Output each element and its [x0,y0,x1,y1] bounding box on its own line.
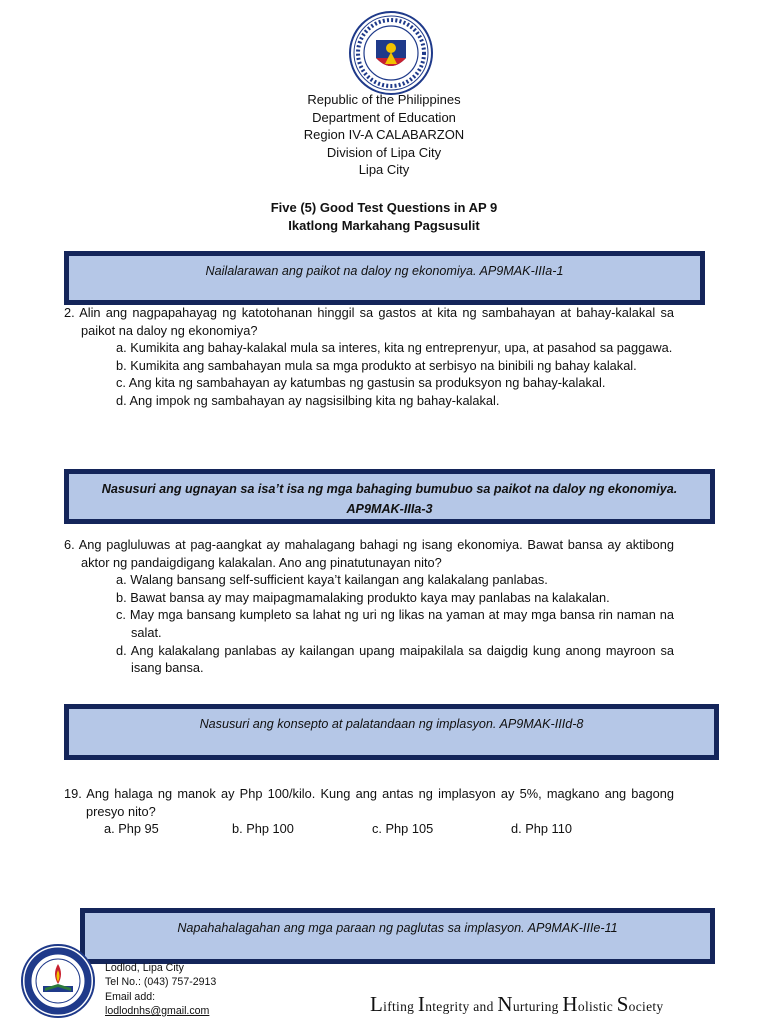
question-2 [64,304,674,410]
question-19-option-d: d. Php 110 [511,821,572,836]
header-line-division: Division of Lipa City [326,144,442,160]
question-6-option-d: d. Ang kalakalang panlabas ay kailangan upang maipakilala sa daigdig kung anong mayroon sa isang bansa. [116,642,674,676]
competency-text-3: Nasusuri ang konsepto at palatandaan ng implasyon. AP9MAK-IIId-8 [199,717,584,731]
motto-rest-2: and [473,999,494,1014]
question-2-option-a: a. Kumikita ang bahay-kalakal mula sa interes, kita ng entreprenyur, upa, at pasahod sa paggawa. [116,340,673,356]
motto-cap-5: S [616,992,629,1016]
question-19-option-b: b. Php 100 [232,821,294,836]
competency-text-1: Nailalarawan ang paikot na daloy ng ekonomiya. AP9MAK-IIIa-1 [205,264,564,278]
competency-box-4 [80,908,715,964]
question-6-stem: 6. Ang pagluluwas at pag-aangkat ay mahalagang bahagi ng isang ekonomiya. Bawat bansa ay aktibong aktor ng pandaigdigang kalakalan. Ano ang pinatutunayan nito? [64,537,674,570]
question-2-option-c: c. Ang kita ng sambahayan ay katumbas ng gastusin sa produksyon ng bahay-kalakal. [116,375,606,391]
school-seal-logo [21,944,95,1018]
school-motto [370,992,663,1017]
question-19-option-c: c. Php 105 [372,821,434,836]
competency-text-2-line1: Nasusuri ang ugnayan sa isa’t isa ng mga bahaging bumubuo sa paikot na daloy ng ekonomiya. [101,482,678,496]
motto-rest-3: urturing [512,999,559,1014]
question-6-option-b: b. Bawat bansa ay may maipagmamalaking produkto kaya may panlabas na kalakalan. [116,589,610,605]
question-2-option-d: d. Ang impok ng sambahayan ay nagsisilbing kita ng bahay-kalakal. [116,392,500,408]
header-line-republic: Republic of the Philippines [307,92,461,107]
question-6-option-a: a. Walang bansang self-sufficient kaya’t kailangan ang kalakalang panlabas. [116,572,548,588]
competency-box-3 [64,704,719,760]
motto-rest-0: ifting [383,999,415,1014]
document-title: Five (5) Good Test Questions in AP 9 [270,200,498,215]
competency-box-1 [64,251,705,305]
motto-cap-4: H [562,992,578,1016]
competency-box-2 [64,469,715,524]
header-line-department: Department of Education [312,109,456,125]
motto-cap-3: N [497,992,513,1016]
motto-cap-0: L [370,992,384,1016]
footer-email-label: Email add: [105,991,156,1003]
question-19-option-a: a. Php 95 [104,821,159,836]
motto-rest-1: ntegrity [425,999,470,1014]
question-19-stem: 19. Ang halaga ng manok ay Php 100/kilo. Kung ang antas ng implasyon ay 5%, magkano ang bagong presyo nito? [64,786,674,819]
question-6-option-c: c. May mga bansang kumpleto sa lahat ng uri ng likas na yaman at may mga bansa rin naman na salat. [116,607,674,640]
header-line-region: Region IV-A CALABARZON [303,127,465,142]
question-2-stem: 2. Alin ang nagpapahayag ng katotohanan hinggil sa gastos at kita ng sambahayan at bahay-kalakal sa paikot na daloy ng ekonomiya? [64,305,674,338]
question-2-option-b: b. Kumikita ang sambahayan mula sa mga produkto at serbisyo na binibili ng bahay kalakal. [116,357,637,373]
footer-address: Lodlod, Lipa City [105,962,184,974]
header-line-city: Lipa City [358,162,410,177]
deped-seal-logo [348,10,434,96]
question-6 [64,536,674,677]
question-19 [64,785,674,820]
competency-text-2-line2: AP9MAK-IIIa-3 [346,502,433,516]
motto-rest-5: ociety [628,999,664,1014]
footer-email-link[interactable]: lodlodnhs@gmail.com [105,1005,210,1017]
document-subtitle: Ikatlong Markahang Pagsusulit [288,218,480,233]
motto-rest-4: olistic [577,999,613,1014]
competency-text-4: Napahahalagahan ang mga paraan ng paglutas sa implasyon. AP9MAK-IIIe-11 [177,921,618,935]
footer-telephone: Tel No.: (043) 757-2913 [105,976,217,988]
motto-cap-1: I [417,992,426,1016]
